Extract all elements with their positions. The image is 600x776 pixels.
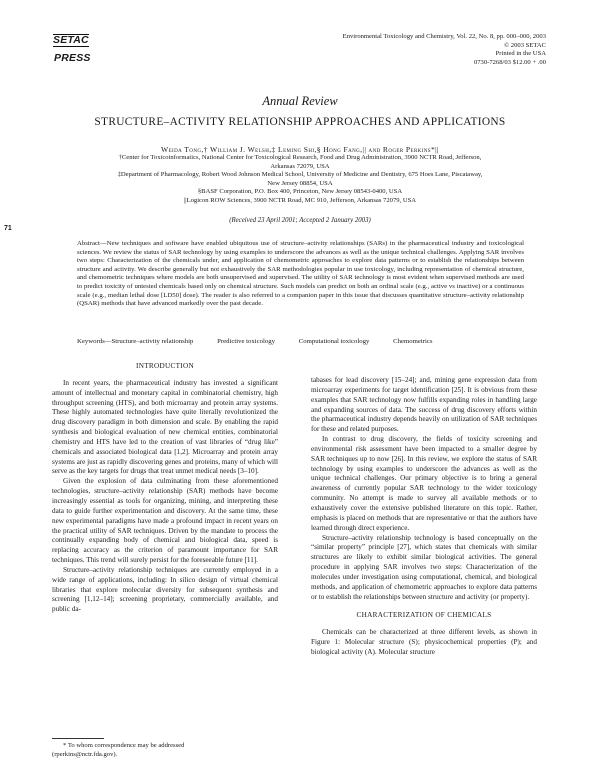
- author-list: Weida Tong,† William J. Welsh,‡ Leming Shi,§ Hong Fang,|| and Roger Perkins*||: [161, 145, 439, 154]
- keywords: [77, 338, 524, 345]
- footnote-line: * To whom correspondence may be addressed: [63, 742, 185, 749]
- affiliation-line: §BASF Corporation, P.O. Box 400, Princeton, New Jersey 08543-0400, USA: [197, 188, 403, 195]
- body-paragraph: In contrast to drug discovery, the fields of toxicity screening and environmental risk assessment have been impacted to a smaller degree by SAR techniques up to now [26]. In this review, we explore the status of SAR technology by using examples to underscore the advances as well as the unique technical challenges. Our primary objective is to bring a general awareness of currently popular SAR technology to the wider toxicology community. No attempt is made to survey all available methods or to exhaustively cover the extensive published literature on this topic. Rather, emphasis is placed on methods that are representative or that the authors have learned through direct experience.: [311, 435, 537, 532]
- keyword-item: —Structure–activity relationship: [104, 338, 194, 345]
- footnote-divider: [52, 738, 104, 739]
- page-title: STRUCTURE–ACTIVITY RELATIONSHIP APPROACHES AND APPLICATIONS: [94, 116, 506, 128]
- body-paragraph: Structure–activity relationship technology is based conceptually on the “similar property” principle [27], which states that chemicals with similar structures are likely to exhibit similar biological activities. The general procedure in applying SAR involves two steps: Characterization of the molecules under investigation using computational, chemical, and biological methods, and application of chemometric approaches to explore data patterns or to establish the relationships between structure and activity (or property).: [311, 533, 537, 601]
- section-label: Annual Review: [262, 94, 338, 108]
- logo-press-text: PRESS: [54, 52, 91, 64]
- journal-citation: Environmental Toxicology and Chemistry, Vol. 22, No. 8, pp. 000–000, 2003: [342, 33, 546, 40]
- body-paragraph: In recent years, the pharmaceutical industry has invested a significant amount of intellectual and monetary capital in combinatorial chemistry, high throughput screening (HTS), and both microarray and protein array systems. These highly automated technologies have quite literally revolutionized the drug discovery paradigm in both dimension and scale. By enabling the rapid synthesis and biological evaluation of new chemical entities, combinatorial chemistry and HTS have led to the creation of vast libraries of “drug like” chemicals and associated biological data [1,2]. Microarray and protein array systems are just as rapidly discovering genes and proteins, many of which will serve as the key targets for drugs that treat unmet medical needs [3–10].: [52, 378, 278, 476]
- right-column: [311, 376, 537, 658]
- body-paragraph: tabases for lead discovery [15–24]; and, mining gene expression data from microarray experiments for target identification [25]. It is obvious from these examples that SAR technology now fulfills expanding roles in handling large and expanding sources of data. The success of drug discovery efforts within the pharmaceutical industry depends heavily on utilization of SAR techniques for these and related purposes.: [311, 376, 537, 434]
- characterization-heading: CHARACTERIZATION OF CHEMICALS: [356, 611, 492, 620]
- body-paragraph: Given the explosion of data culminating from these aforementioned technologies, structure–activity relationship (SAR) methods have become increasingly essential as tools for organizing, mining, and interpreting these data to guide further experimentation and discovery. At the same time, these new experimental paradigms have made a profound impact in recent years on the practical utility of SAR techniques. Driven by the mandate to process the continually expanding body of chemical and biological data, speed is replacing accuracy as the criterion of paramount importance for SAR techniques. This trend will surely persist for the foreseeable future [11].: [52, 477, 278, 565]
- journal-copyright: © 2003 SETAC: [504, 41, 546, 49]
- abstract-text: —New techniques and software have enabled ubiquitous use of structure–activity relationships (SARs) in the pharmaceutical industry and toxicological sciences. We review the status of SAR technology by using examples to underscore the advances as well as the unique technical challenges. Applying SAR involves two steps: Characterization of the chemicals under, and application of chemometric approaches to explore data patterns or to establish the relationships between structure and activity. We describe generally but not exhaustively the SAR methodologies popular in use toxicology, including representation of chemical structure, and chemometric techniques where models are both unsupervised and supervised. The utility of SAR technology is most evident when supervised methods are used to predict toxicity of untested chemicals based only on chemical structure. Such models can predict on both an ordinal scale (e.g., active vs inactive) or a continuous scale (e.g., median lethal dose [LD50] dose). The reader is also referred to a companion paper in this issue that discusses quantitative structure–activity relationship (QSAR) methods that have advanced markedly over the past decade.: [77, 240, 524, 308]
- left-column: [52, 362, 278, 615]
- keywords-label: Keywords: [77, 338, 105, 345]
- received-dates: (Received 23 April 2001; Accepted 2 January 2003): [229, 217, 371, 224]
- journal-issn: 0730-7268/03 $12.00 + .00: [473, 58, 546, 66]
- setac-press-logo: [53, 30, 123, 64]
- abstract-label: Abstract: [77, 240, 100, 247]
- keyword-item: Predictive toxicology: [217, 338, 276, 345]
- keyword-item: Computational toxicology: [298, 338, 370, 345]
- affiliation-line: ||Logicon ROW Sciences, 3900 NCTR Road, MC 910, Jefferson, Arkansas 72079, USA: [183, 196, 417, 204]
- page-marker: 71: [4, 225, 12, 232]
- affiliation-line: New Jersey 08854, USA: [267, 179, 333, 187]
- affiliation-line: Arkansas 72079, USA: [270, 162, 330, 170]
- body-paragraph: Chemicals can be characterized at three different levels, as shown in Figure 1: Molecular structure (S); physicochemical properties (P); and biological activity (A). Molecular structure: [311, 628, 537, 656]
- journal-info: [286, 33, 546, 67]
- keyword-item: Chemometrics: [393, 338, 433, 345]
- affiliation-line: †Center for Toxicoinformatics, National Center for Toxicological Research, Food and Drug Administration, 3900 NCTR Road, Jefferson,: [118, 154, 482, 161]
- journal-printed: Printed in the USA: [495, 50, 546, 58]
- body-paragraph: Structure–activity relationship techniques are currently employed in a wide range of applications, including: In silico design of virtual chemical libraries that explore molecular diversity for subsequent synthesis and screening [1,12–14]; screening proprietary, commercially available, and public da-: [52, 565, 278, 614]
- logo-setac-text: SETAC: [53, 34, 89, 46]
- footnote-email: (rperkins@nctr.fda.gov).: [52, 750, 118, 758]
- footnote: [52, 742, 278, 760]
- introduction-heading: INTRODUCTION: [136, 362, 194, 370]
- abstract: [77, 240, 524, 309]
- affiliation-line: ‡Department of Pharmacology, Robert Wood Johnson Medical School, University of Medicine and Dentistry, 675 Hoes Lane, Piscataway,: [117, 171, 483, 178]
